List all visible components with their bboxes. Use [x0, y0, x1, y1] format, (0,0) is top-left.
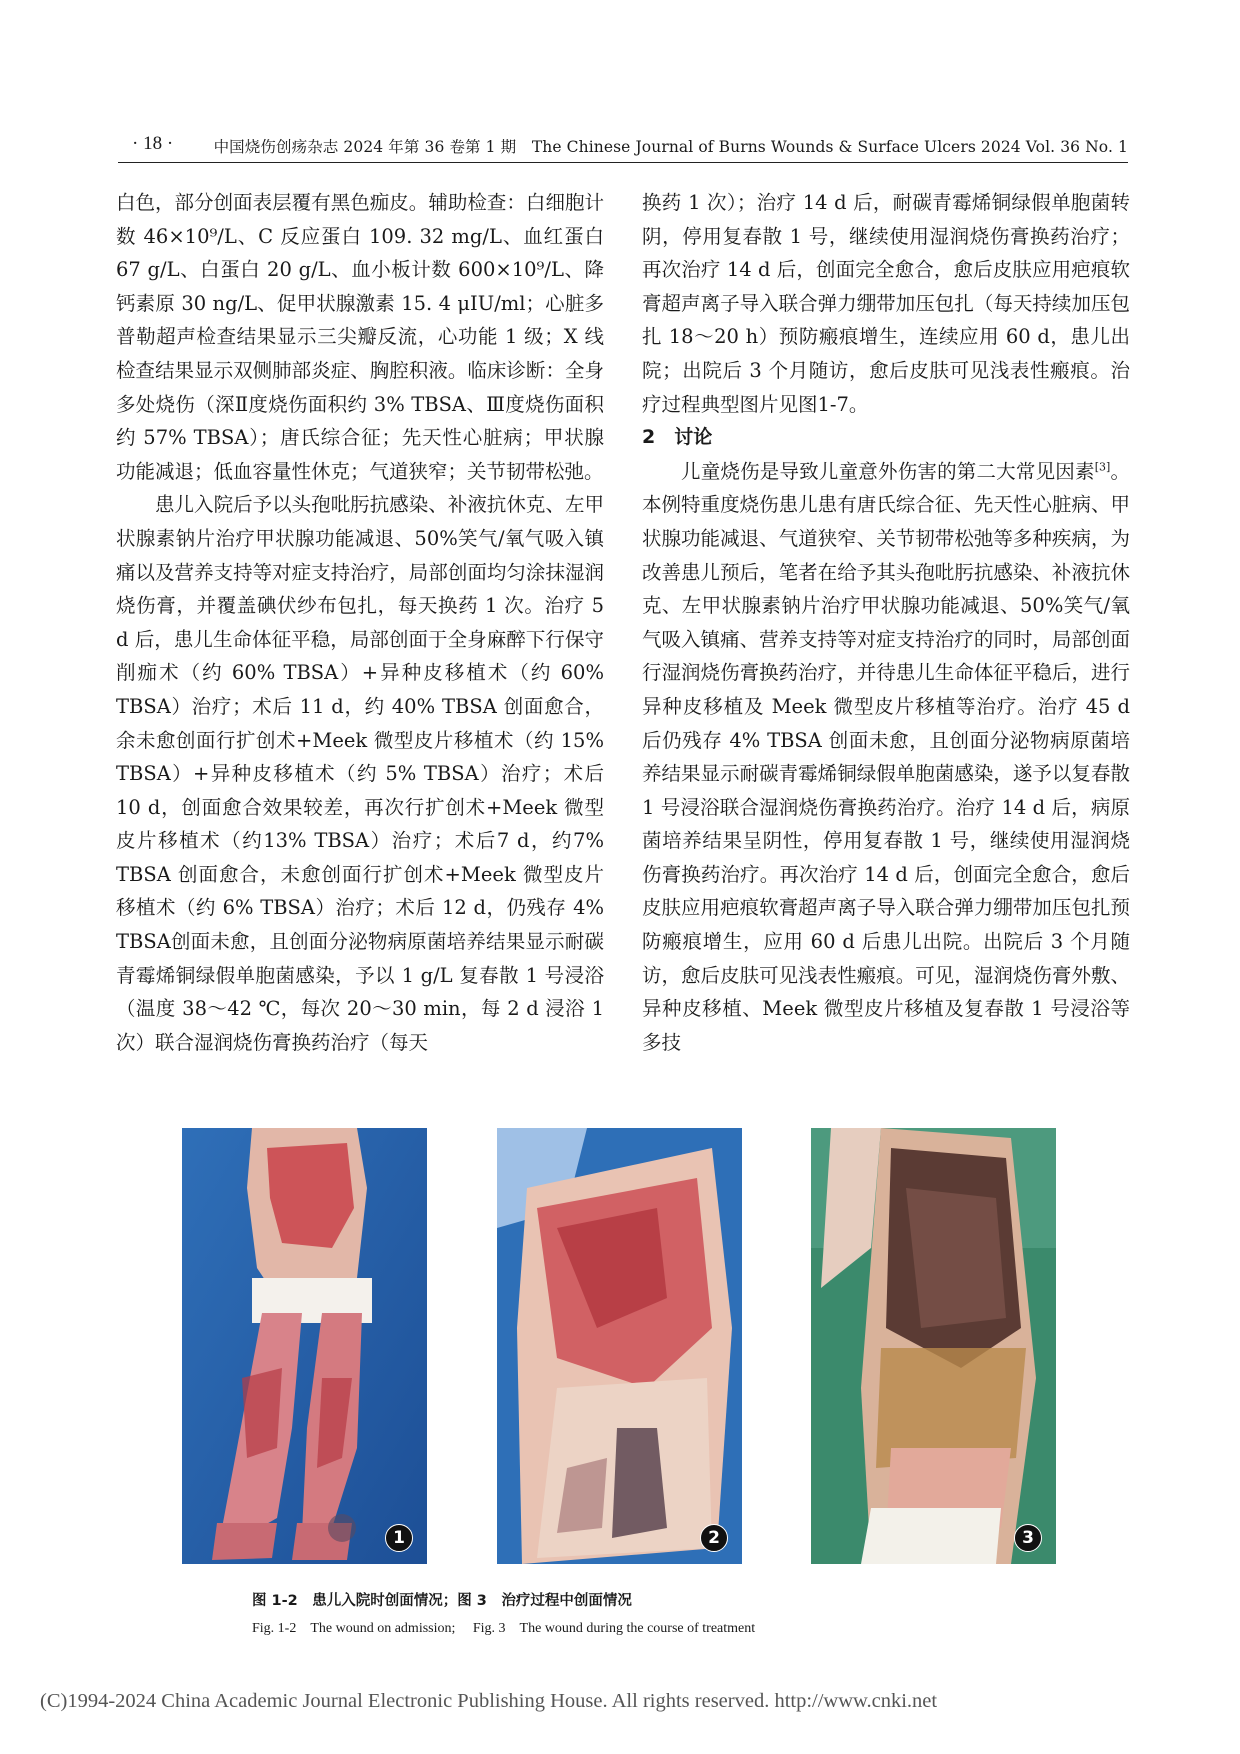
wound-photo-2: [497, 1128, 742, 1564]
discussion-text-a: 儿童烧伤是导致儿童意外伤害的第二大常见因素: [681, 459, 1095, 483]
page-header: [118, 133, 1128, 163]
figure-caption-en: Fig. 1-2 The wound on admission; Fig. 3 The wound during the course of treatment: [252, 1621, 756, 1636]
left-column: [116, 186, 604, 1059]
copyright-footer: (C)1994-2024 China Academic Journal Electronic Publishing House. All rights reserved. http://www.cnki.net: [40, 1690, 938, 1712]
wound-photo-1: [182, 1128, 427, 1564]
figure-photo-3: [811, 1128, 1056, 1564]
header-rule: [118, 162, 1128, 163]
paragraph-treatment: 患儿入院后予以头孢吡肟抗感染、补液抗休克、左甲状腺素钠片治疗甲状腺功能减退、50%笑气/氧气吸入镇痛以及营养支持等对症支持治疗，局部创面均匀涂抹湿润烧伤膏，并覆盖碘伏纱布包扎，每天换药 1 次。治疗 5 d 后，患儿生命体征平稳，局部创面于全身麻醉下行保守削痂术（约 60% TBSA）+异种皮移植术（约 60% TBSA）治疗；术后 11 d，约 40% TBSA 创面愈合，余未愈创面行扩创术+Meek 微型皮片移植术（约 15% TBSA）+异种皮移植术（约 5% TBSA）治疗；术后 10 d，创面愈合效果较差，再次行扩创术+Meek 微型皮片移植术（约13% TBSA）治疗；术后7 d，约7% TBSA 创面愈合，未愈创面行扩创术+Meek 微型皮片移植术（约 6% TBSA）治疗；术后 12 d，仍残存 4% TBSA创面未愈，且创面分泌物病原菌培养结果显示耐碳青霉烯铜绿假单胞菌感染，予以 1 g/L 复春散 1 号浸浴（温度 38～42 ℃，每次 20～30 min，每 2 d 浸浴 1 次）联合湿润烧伤膏换药治疗（每天: [116, 493, 604, 1054]
photo-label-3: 3: [1014, 1524, 1042, 1552]
citation-ref: [3]: [1094, 460, 1111, 474]
photo-label-1: 1: [385, 1524, 413, 1552]
figure-photo-2: [497, 1128, 742, 1564]
paragraph-treatment-cont: 换药 1 次）；治疗 14 d 后，耐碳青霉烯铜绿假单胞菌转阴，停用复春散 1 号，继续使用湿润烧伤膏换药治疗；再次治疗 14 d 后，创面完全愈合，愈后皮肤应用疤痕软膏超声离子导入联合弹力绷带加压包扎（每天持续加压包扎 18～20 h）预防瘢痕增生，连续应用 60 d，患儿出院；出院后 3 个月随访，愈后皮肤可见浅表性瘢痕。治疗过程典型图片见图1-7。: [642, 191, 1130, 416]
figure-panel: [0, 1128, 1240, 1568]
section-heading-discussion: 2 讨论: [642, 426, 713, 449]
paragraph-case-exam: 白色，部分创面表层覆有黑色痂皮。辅助检查：白细胞计数 46×10⁹/L、C 反应蛋白 109. 32 mg/L、血红蛋白 67 g/L、白蛋白 20 g/L、血小板计数 600×10⁹/L、降钙素原 30 ng/L、促甲状腺激素 15. 4 μIU/ml；心脏多普勒超声检查结果显示三尖瓣反流，心功能 1 级；X 线检查结果显示双侧肺部炎症、胸腔积液。临床诊断：全身多处烧伤（深Ⅱ度烧伤面积约 3% TBSA、Ⅲ度烧伤面积约 57% TBSA）；唐氏综合征；先天性心脏病；甲状腺功能减退；低血容量性休克；气道狭窄；关节韧带松弛。: [116, 191, 604, 483]
discussion-text-b: 。本例特重度烧伤患儿患有唐氏综合征、先天性心脏病、甲状腺功能减退、气道狭窄、关节韧带松弛等多种疾病，为改善患儿预后，笔者在给予其头孢吡肟抗感染、补液抗休克、左甲状腺素钠片治疗甲状腺功能减退、50%笑气/氧气吸入镇痛、营养支持等对症支持治疗的同时，局部创面行湿润烧伤膏换药治疗，并待患儿生命体征平稳后，进行异种皮移植及 Meek 微型皮片移植等治疗。治疗 45 d 后仍残存 4% TBSA 创面未愈，且创面分泌物病原菌培养结果显示耐碳青霉烯铜绿假单胞菌感染，遂予以复春散 1 号浸浴联合湿润烧伤膏换药治疗。治疗 14 d 后，病原菌培养结果呈阴性，停用复春散 1 号，继续使用湿润烧伤膏换药治疗。再次治疗 14 d 后，创面完全愈合，愈后皮肤应用疤痕软膏超声离子导入联合弹力绷带加压包扎预防瘢痕增生，应用 60 d 后患儿出院。出院后 3 个月随访，愈后皮肤可见浅表性瘢痕。可见，湿润烧伤膏外敷、异种皮移植、Meek 微型皮片移植及复春散 1 号浸浴等多技: [642, 459, 1130, 1054]
photo-label-2: 2: [700, 1524, 728, 1552]
figure-photo-1: [182, 1128, 427, 1564]
paragraph-discussion: [642, 455, 1130, 1060]
page-number: · 18 ·: [132, 133, 174, 154]
figure-caption-cn: 图 1-2 患儿入院时创面情况；图 3 治疗过程中创面情况: [252, 1593, 632, 1609]
journal-running-title: 中国烧伤创疡杂志 2024 年第 36 卷第 1 期 The Chinese Journal of Burns Wounds & Surface Ulcers 2024 Vol. 36 No. 1: [213, 138, 1128, 156]
wound-photo-3: [811, 1128, 1056, 1564]
right-column: [642, 186, 1130, 1059]
